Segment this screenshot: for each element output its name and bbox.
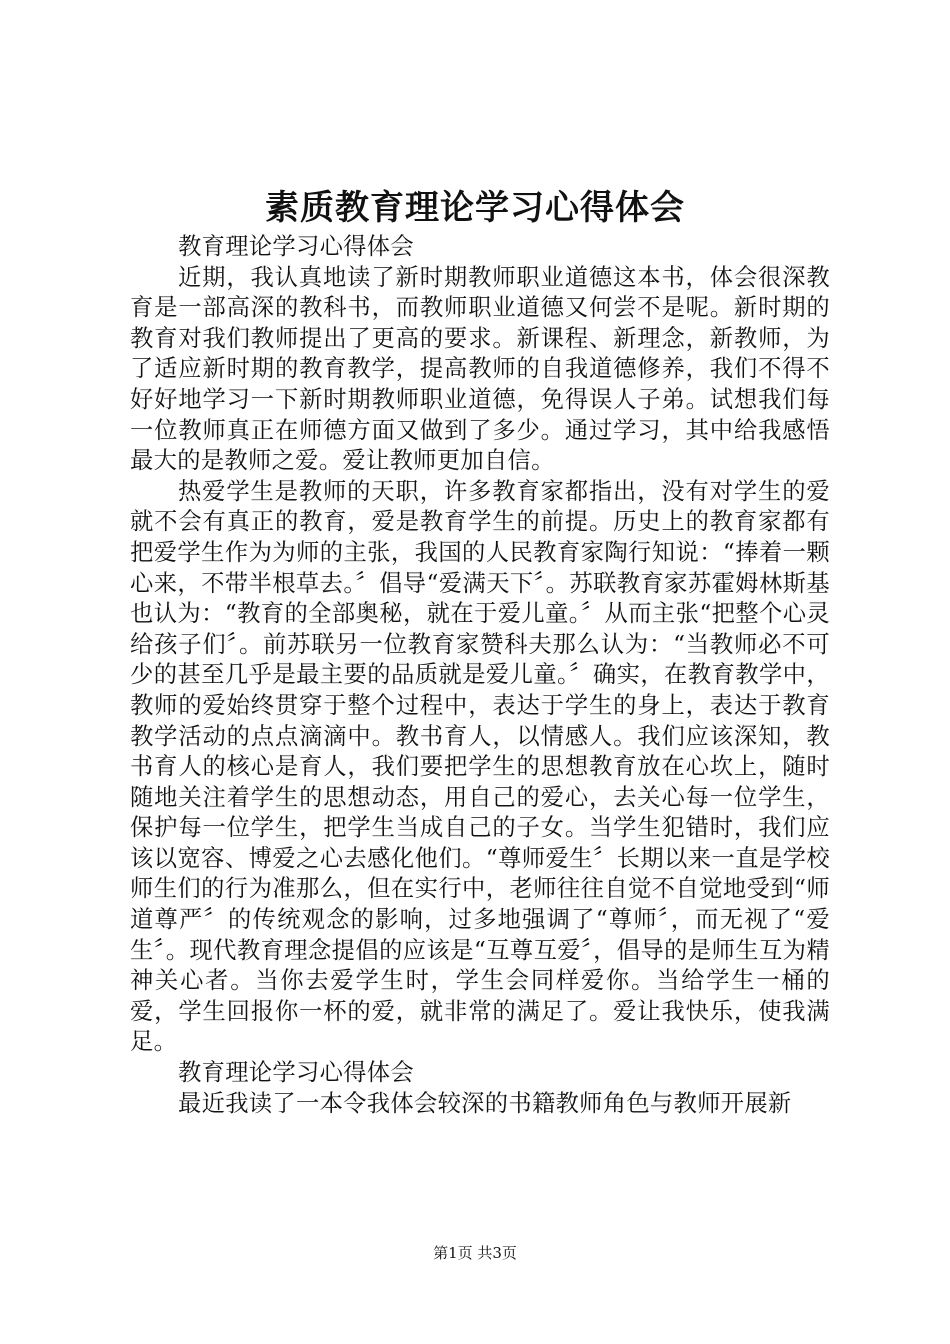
document-title: 素质教育理论学习心得体会 (265, 188, 685, 228)
page-footer: 第1页 共3页 (433, 1244, 517, 1262)
paragraph: 教育理论学习心得体会 (178, 233, 414, 260)
paragraph: 教育理论学习心得体会 (178, 1059, 414, 1087)
paragraph: 热爱学生是教师的天职，许多教育家都指出，没有对学生的爱就不会有真正的教育，爱是教育学生的前提。历史上的教育家都有把爱学生作为为师的主张，我国的人民教育家陶行知说：“捧着一颗心来，不带半根草去。〞倡导“爱满天下〞。苏联教育家苏霍姆林斯基也认为：“教育的全部奥秘，就在于爱儿童。〞从而主张“把整个心灵给孩子们〞。前苏联另一位教育家赞科夫那么认为：“当教师必不可少的甚至几乎是最主要的品质就是爱儿童。〞确实，在教育教学中，教师的爱始终贯穿于整个过程中，表达于学生的身上，表达于教育教学活动的点点滴滴中。教书育人，以情感人。我们应该深知，教书育人的核心是育人，我们要把学生的思想教育放在心坎上，随时随地关注着学生的思想动态，用自己的爱心，去关心每一位学生，保护每一位学生，把学生当成自己的子女。当学生犯错时，我们应该以宽容、博爱之心去感化他们。“尊师爱生〞长期以来一直是学校师生们的行为准那么，但在实行中，老师往往自觉不自觉地受到“师道尊严〞的传统观念的影响，过多地强调了“尊师〞，而无视了“爱生〞。现代教育理念提倡的应该是“互尊互爱〞，倡导的是师生互为精神关心者。当你去爱学生时，学生会同样爱你。当给学生一桶的爱，学生回报你一杯的爱，就非常的满足了。爱让我快乐，使我满足。 (130, 477, 830, 1056)
paragraph: 最近我读了一本令我体会较深的书籍教师角色与教师开展新 (178, 1089, 792, 1117)
paragraph: 近期，我认真地读了新时期教师职业道德这本书，体会很深教育是一部高深的教科书，而教师职业道德又何尝不是呢。新时期的教育对我们教师提出了更高的要求。新课程、新理念，新教师，为了适应新时期的教育教学，提高教师的自我道德修养，我们不得不好好地学习一下新时期教师职业道德，免得误人子弟。试想我们每一位教师真正在师德方面又做到了多少。通过学习，其中给我感悟最大的是教师之爱。爱让教师更加自信。 (130, 263, 830, 475)
document-body (130, 232, 830, 1119)
